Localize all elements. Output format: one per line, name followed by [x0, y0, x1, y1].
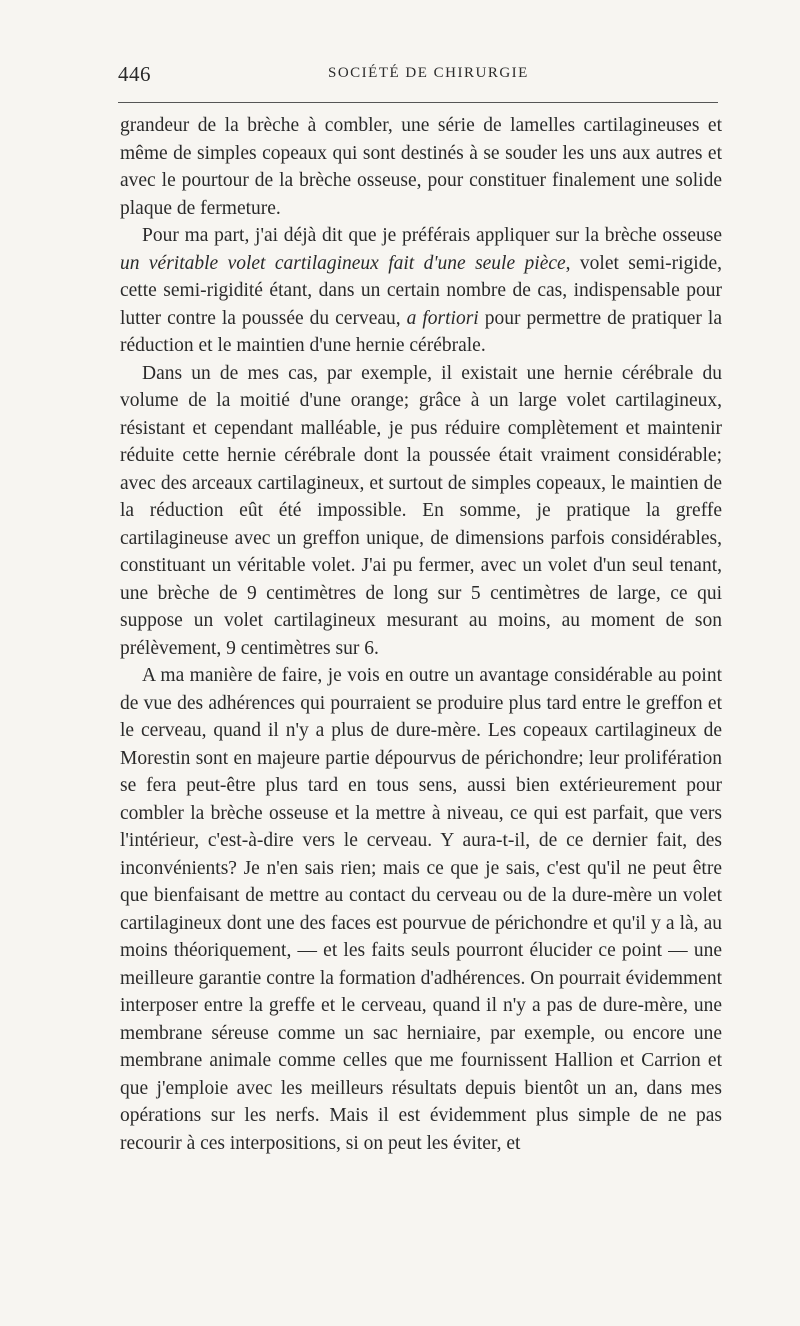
page-number: 446	[118, 62, 151, 86]
paragraph-text: Pour ma part, j'ai déjà dit que je préférais appliquer sur la brèche osseuse	[142, 225, 722, 246]
paragraph-3	[120, 360, 722, 663]
paragraph-text: grandeur de la brèche à combler, une série de lamelles cartilagineuses et même de simples copeaux qui sont destinés à se souder les uns aux autres et avec le pourtour de la brèche osseuse, pour constituer finalement une solide plaque de fermeture.	[120, 115, 722, 219]
paragraph-text: A ma manière de faire, je vois en outre un avantage considérable au point de vue des adhérences qui pourraient se produire plus tard entre le greffon et le cerveau, quand il n'y a plus de dure-mère. Les copeaux cartilagineux de Morestin sont en majeure partie dépourvus de périchondre; leur prolifération se fera peut-être plus tard en tous sens, aussi bien extérieurement pour combler la brèche osseuse et la mettre à niveau, ce qui est parfait, que vers l'intérieur, c'est-à-dire vers le cerveau. Y aura-t-il, de ce dernier fait, des inconvénients? Je n'en sais rien; mais ce que je sais, c'est qu'il ne peut être que bienfaisant de mettre au contact du cerveau ou de la dure-mère un volet cartilagineux dont une des faces est pourvue de périchondre et qu'il y a là, au moins théoriquement, — et les faits seuls pourront élucider ce point — une meilleure garantie contre la formation d'adhérences. On pourrait évidemment interposer entre la greffe et le cerveau, quand il n'y a pas de dure-mère, une membrane séreuse comme un sac herniaire, par exemple, ou encore une membrane animale comme celles que me fournissent Hallion et Carrion et que j'emploie avec les meilleurs résultats depuis bientôt un an, dans mes opérations sur les nerfs. Mais il est évidemment plus simple de ne pas recourir à ces interpositions, si on peut les éviter, et	[120, 665, 722, 1154]
header-rule	[118, 102, 718, 103]
paragraph-1	[120, 112, 722, 222]
italic-phrase: a fortiori	[406, 307, 479, 329]
paragraph-2	[120, 222, 722, 360]
italic-phrase: un véritable volet cartilagineux fait d'une seule pièce	[120, 252, 566, 274]
paragraph-text: , volet semi-rigide, cette semi-rigidité étant, dans un certain nombre de cas, indispensable pour lutter contre la poussée du cerveau,	[120, 252, 722, 329]
running-head: SOCIÉTÉ DE CHIRURGIE	[328, 65, 529, 81]
paragraph-text: pour permettre de pratiquer la réduction et le maintien d'une hernie cérébrale.	[120, 307, 722, 356]
body-text	[120, 112, 722, 1157]
paragraph-4	[120, 662, 722, 1157]
paragraph-text: Dans un de mes cas, par exemple, il existait une hernie cérébrale du volume de la moitié d'une orange; grâce à un large volet cartilagineux, résistant et cependant malléable, je pus réduire complètement et maintenir réduite cette hernie cérébrale dont la poussée était vraiment considérable; avec des arceaux cartilagineux, et surtout de simples copeaux, le maintien de la réduction eût été impossible. En somme, je pratique la greffe cartilagineuse avec un greffon unique, de dimensions parfois considérables, constituant un véritable volet. J'ai pu fermer, avec un volet d'un seul tenant, une brèche de 9 centimètres de long sur 5 centimètres de large, ce qui suppose un volet cartilagineux mesurant au moins, au moment de son prélèvement, 9 centimètres sur 6.	[120, 362, 722, 659]
page-header	[118, 62, 720, 92]
